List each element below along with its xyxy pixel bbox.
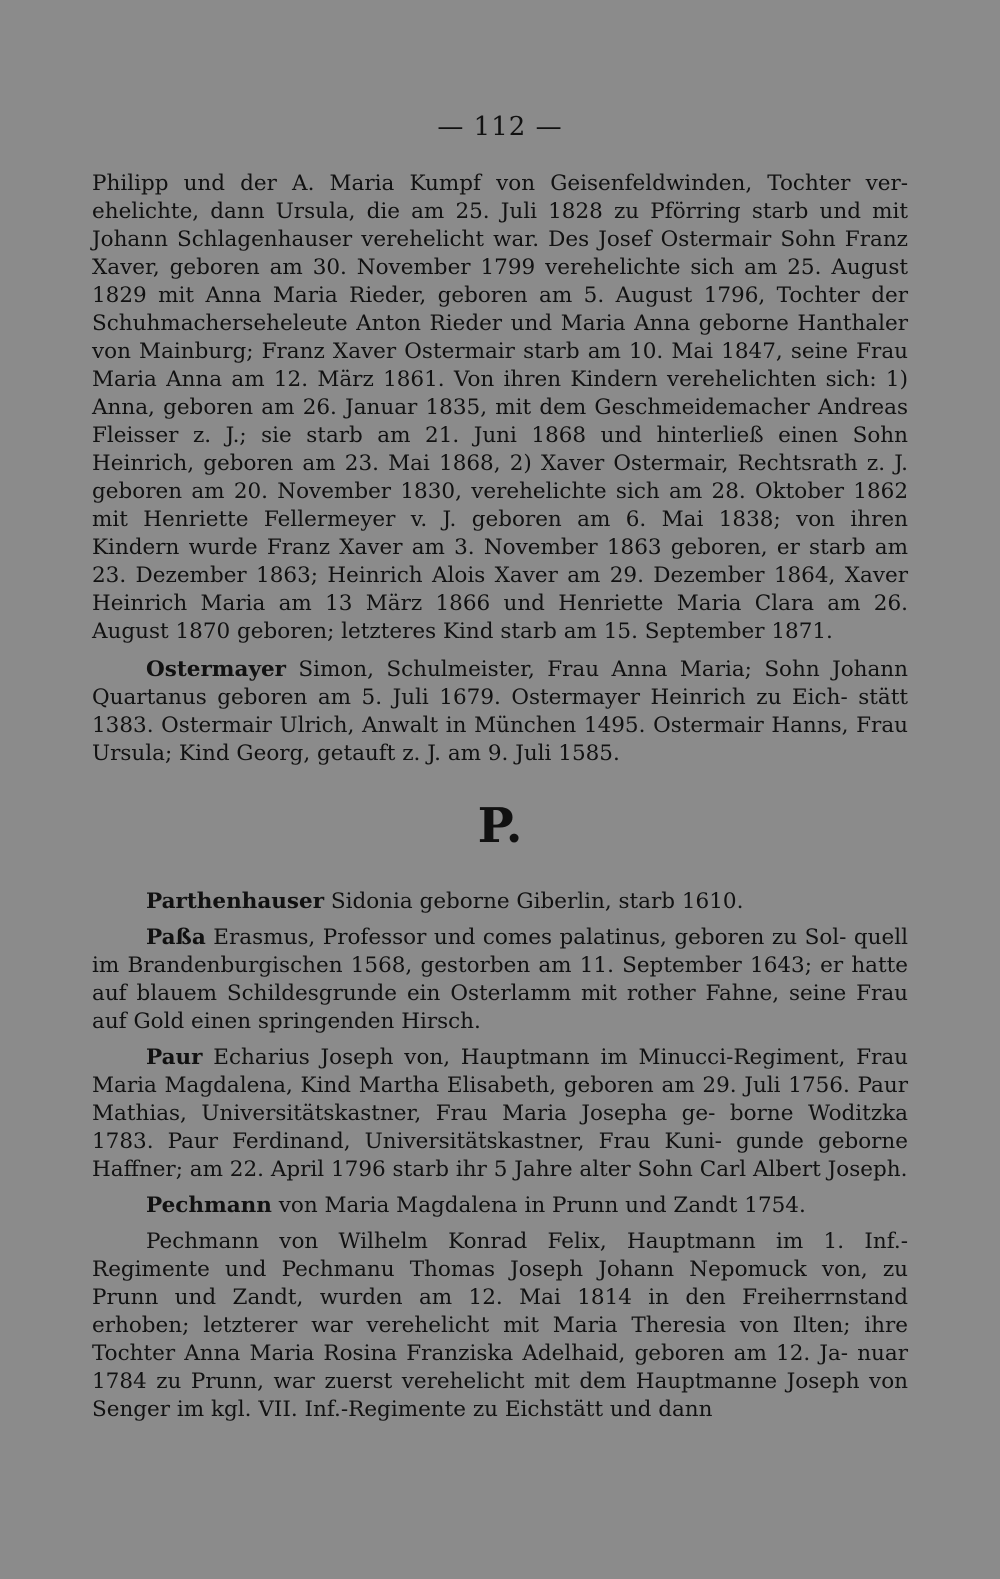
entry-heading: Paßa <box>146 925 206 950</box>
entry-text: Simon, Schulmeister, Frau Anna Maria; Sohn Johann Quartanus geboren am 5. Juli 1679. Ostermayer Heinrich zu Eich- stätt 1383. Ostermair Ulrich, Anwalt in München 1495. Ostermair Hanns, Frau Ursula; Kind Georg, getauft z. J. am 9. Juli 1585. <box>92 657 908 766</box>
entry-heading: Paur <box>146 1045 203 1070</box>
entry-text: von Maria Magdalena in Prunn und Zandt 1754. <box>271 1193 806 1218</box>
page-number: — 112 — <box>437 112 563 142</box>
paragraph-ostermair-family <box>92 170 908 646</box>
entry-text: Pechmann von Wilhelm Konrad Felix, Hauptmann im 1. Inf.- Regimente und Pechmanu Thomas Joseph Johann Nepomuck von, zu Prunn und Zandt, wurden am 12. Mai 1814 in den Freiherrnstand erhoben; letzterer war verehelicht mit Maria Theresia von Ilten; ihre Tochter Anna Maria Rosina Franziska Adelhaid, geboren am 12. Ja- nuar 1784 zu Prunn, war zuerst verehelicht mit dem Hauptmanne Joseph von Senger im kgl. VII. Inf.-Regimente zu Eichstätt und dann <box>92 1229 908 1422</box>
entry-text: Sidonia geborne Giberlin, starb 1610. <box>324 889 744 914</box>
entry-text: Echarius Joseph von, Hauptmann im Minucci-Regiment, Frau Maria Magdalena, Kind Martha Elisabeth, geboren am 29. Juli 1756. Paur Mathias, Universitätskastner, Frau Maria Josepha ge- borne Woditzka 1783. Paur Ferdinand, Universitätskastner, Frau Kuni- gunde geborne Haffner; am 22. April 1796 starb ihr 5 Jahre alter Sohn Carl Albert Joseph. <box>92 1045 908 1182</box>
entry-pechmann-wilhelm <box>92 1228 908 1424</box>
entry-heading: Parthenhauser <box>146 889 325 914</box>
entry-ostermayer <box>92 656 908 768</box>
entry-text: Erasmus, Professor und comes palatinus, geboren zu Sol- quell im Brandenburgischen 1568, gestorben am 11. September 1643; er hatte auf blauem Schildesgrunde ein Osterlamm mit rother Fahne, seine Frau auf Gold einen springenden Hirsch. <box>92 925 908 1034</box>
entry-pechmann <box>92 1192 908 1220</box>
entry-heading: Pechmann <box>146 1193 272 1218</box>
entry-parthenhauser <box>92 888 908 916</box>
entry-heading: Ostermayer <box>146 657 286 682</box>
entry-paur <box>92 1044 908 1184</box>
entry-passa <box>92 924 908 1036</box>
page-body <box>92 170 908 1424</box>
section-letter-heading: P. <box>477 798 523 854</box>
paragraph-text: Philipp und der A. Maria Kumpf von Geisenfeldwinden, Tochter ver- ehelichte, dann Ursula, die am 25. Juli 1828 zu Pförring starb und mit Johann Schlagenhauser verehelicht war. Des Josef Ostermair Sohn Franz Xaver, geboren am 30. November 1799 verehelichte sich am 25. August 1829 mit Anna Maria Rieder, geboren am 5. August 1796, Tochter der Schuhmacherseheleute Anton Rieder und Maria Anna geborne Hanthaler von Mainburg; Franz Xaver Ostermair starb am 10. Mai 1847, seine Frau Maria Anna am 12. März 1861. Von ihren Kindern verehelichten sich: 1) Anna, geboren am 26. Januar 1835, mit dem Geschmeidemacher Andreas Fleisser z. J.; sie starb am 21. Juni 1868 und hinterließ einen Sohn Heinrich, geboren am 23. Mai 1868, 2) Xaver Ostermair, Rechtsrath z. J. geboren am 20. November 1830, verehelichte sich am 28. Oktober 1862 mit Henriette Fellermeyer v. J. geboren am 6. Mai 1838; von ihren Kindern wurde Franz Xaver am 3. November 1863 geboren, er starb am 23. Dezember 1863; Heinrich Alois Xaver am 29. Dezember 1864, Xaver Heinrich Maria am 13 März 1866 und Henriette Maria Clara am 26. August 1870 geboren; letzteres Kind starb am 15. September 1871. <box>92 171 908 644</box>
